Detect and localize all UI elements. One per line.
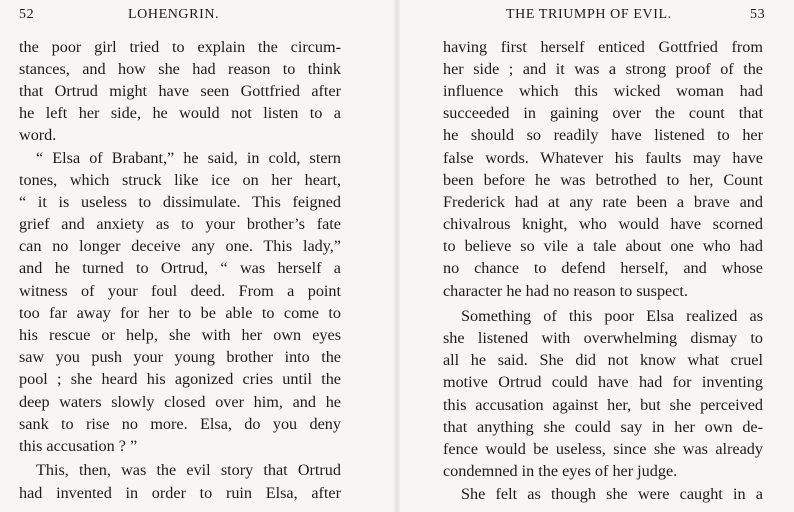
text-line: character he had no reason to suspect.: [443, 282, 688, 300]
left-page-number: 52: [19, 7, 35, 22]
text-line: she listened with overwhelming dismay to: [443, 329, 763, 347]
text-line: having first herself enticed Gottfried from: [443, 38, 763, 56]
text-line: stances, and how she had reason to think: [19, 60, 341, 78]
right-running-head: THE TRIUMPH OF EVIL.: [506, 7, 672, 22]
text-line: no chance to defend herself, and whose: [443, 259, 763, 277]
text-line: chivalrous knight, who would have scorned: [443, 215, 763, 233]
right-page: [397, 0, 794, 512]
text-line: he left her side, he would not listen to a: [19, 104, 341, 122]
text-line: this accusation ? ”: [19, 437, 138, 455]
text-line: witness of your foul deed. From a point: [19, 282, 341, 300]
text-line: saw you push your young brother into the: [19, 348, 341, 366]
text-line: to believe so vile a tale about one who had: [443, 237, 763, 255]
text-line: Frederick had at any rate been a brave and: [443, 193, 763, 211]
text-line: and he turned to Ortrud, “ was herself a: [19, 259, 341, 277]
text-line: “ Elsa of Brabant,” he said, in cold, stern: [36, 149, 341, 167]
text-line: this accusation against her, but she perceived: [443, 396, 763, 414]
text-line: that Ortrud might have seen Gottfried after: [19, 82, 341, 100]
text-line: too far away for her to be able to come to: [19, 304, 341, 322]
text-line: This, then, was the evil story that Ortrud: [36, 461, 341, 479]
left-running-head: LOHENGRIN.: [128, 7, 220, 22]
text-line: Something of this poor Elsa realized as: [461, 307, 763, 325]
text-line: tones, which struck like ice on her heart,: [19, 171, 341, 189]
text-line: false words. Whatever his faults may have: [443, 149, 763, 167]
right-page-number: 53: [750, 7, 766, 22]
text-line: deep waters slowly closed over him, and he: [19, 393, 341, 411]
text-line: had invented in order to ruin Elsa, after: [19, 484, 341, 502]
text-line: can no longer deceive any one. This lady,”: [19, 237, 341, 255]
text-line: the poor girl tried to explain the circum-: [19, 38, 341, 56]
text-line: his rescue or help, she with her own eyes: [19, 326, 341, 344]
text-line: pool ; she heard his agonized cries until the: [19, 370, 341, 388]
text-line: condemned in the eyes of her judge.: [443, 462, 678, 480]
text-line: succeeded in gaining over the count that: [443, 104, 763, 122]
text-line: “ it is useless to dissimulate. This feigned: [19, 193, 341, 211]
text-line: She felt as though she were caught in a: [461, 485, 763, 503]
text-line: fence would be useless, since she was already: [443, 440, 763, 458]
text-line: motive Ortrud could have had for inventing: [443, 373, 763, 391]
text-line: influence which this wicked woman had: [443, 82, 763, 100]
text-line: been before he was betrothed to her, Count: [443, 171, 763, 189]
text-line: that anything she could say in her own de-: [443, 418, 763, 436]
text-line: grief and anxiety as to your brother’s fate: [19, 215, 341, 233]
text-line: sank to rise no more. Elsa, do you deny: [19, 415, 341, 433]
text-line: word.: [19, 126, 57, 144]
text-line: all he said. She did not know what cruel: [443, 351, 763, 369]
text-line: he should so readily have listened to her: [443, 126, 763, 144]
text-line: her side ; and it was a strong proof of the: [443, 60, 763, 78]
